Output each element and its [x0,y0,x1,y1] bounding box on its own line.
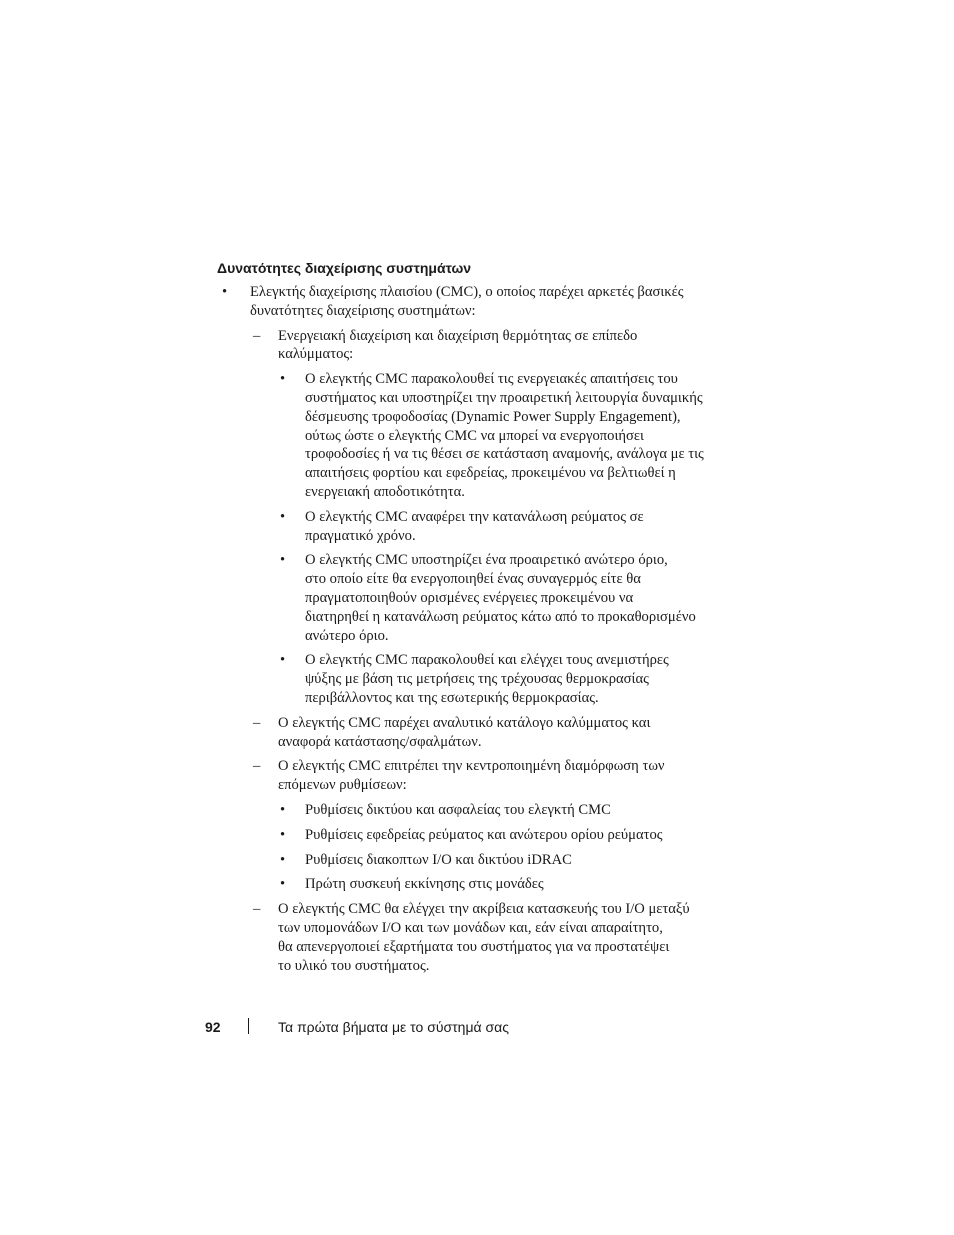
bullet-marker: • [280,552,286,569]
nested-item-power-cap [278,551,722,645]
text-line: αναφορά κατάστασης/σφαλμάτων. [278,733,482,750]
text-line: Ο ελεγκτής CMC θα ελέγχει την ακρίβεια κατασκευής του I/O μεταξύ [278,901,690,918]
nested-item-power-redundancy [278,826,722,845]
nested-item-io-switches [278,851,722,870]
nested-item-power-report [278,508,722,546]
text-line: πραγματικό χρόνο. [305,527,416,544]
text-line: ενεργειακή αποδοτικότητα. [305,483,465,500]
bullet-list [222,283,722,975]
list-item-cmc [222,283,722,975]
dash-marker: – [253,327,261,344]
text-line: το υλικό του συστήματος. [278,957,430,974]
dash-item-inventory [250,714,722,752]
text-line: Ο ελεγκτής CMC αναφέρει την κατανάλωση ρεύματος σε [305,508,644,525]
dash-list [250,327,722,976]
text-line: Ο ελεγκτής CMC επιτρέπει την κεντροποιημένη διαμόρφωση των [278,758,665,775]
text-line: Πρώτη συσκευή εκκίνησης στις μονάδες [305,876,544,893]
text-line: δέσμευσης τροφοδοσίας (Dynamic Power Supply Engagement), [305,408,681,425]
text-line: τροφοδοσίες ή να τις θέσει σε κατάσταση αναμονής, ανάλογα με τις [305,446,704,463]
text-line: στο οποίο είτε θα ενεργοποιηθεί ένας συναγερμός είτε θα [305,571,641,588]
nested-item-boot-device [278,875,722,894]
text-line: θα απενεργοποιεί εξαρτήματα του συστήματος για να προστατέψει [278,938,670,955]
nested-bullet-list [278,801,722,894]
footer-divider [248,1018,249,1034]
content-body [222,283,722,981]
text-line: Ενεργειακή διαχείριση και διαχείριση θερμότητας σε επίπεδο [278,327,638,344]
dash-marker: – [253,758,261,775]
text-line: Ο ελεγκτής CMC παρακολουθεί και ελέγχει τους ανεμιστήρες [305,652,669,669]
text-line: ούτως ώστε ο ελεγκτής CMC να μπορεί να ενεργοποιήσει [305,427,644,444]
dash-item-centralized-config [250,757,722,894]
text-line: περιβάλλοντος και της εσωτερικής θερμοκρασίας. [305,689,599,706]
bullet-marker: • [280,371,286,388]
text-line: καλύμματος: [278,346,354,363]
bullet-marker: • [280,801,286,818]
text-line: διατηρηθεί η κατανάλωση ρεύματος κάτω από το προκαθορισμένο [305,608,696,625]
text-line: Ρυθμίσεις εφεδρείας ρεύματος και ανώτερου ορίου ρεύματος [305,826,663,843]
text-line: ανώτερο όριο. [305,627,389,644]
text-line: Ρυθμίσεις διακοπτων I/O και δικτύου iDRAC [305,851,572,868]
nested-item-power-supply [278,370,722,502]
text-line: απαιτήσεις φορτίου και εφεδρείας, προκειμένου να βελτιωθεί η [305,465,676,482]
nested-bullet-list [278,370,722,708]
page-footer [205,1018,705,1038]
text-line: συστήματος και υποστηρίζει την προαιρετική λειτουργία δυναμικής [305,389,703,406]
nested-item-fans [278,651,722,707]
text-line: ψύξης με βάση τις μετρήσεις της τρέχουσας θερμοκρασίας [305,671,649,688]
bullet-marker: • [280,508,286,525]
bullet-marker: • [280,876,286,893]
text-line: Ο ελεγκτής CMC παρακολουθεί τις ενεργειακές απαιτήσεις του [305,371,678,388]
text-line: των υπομονάδων I/O και των μονάδων και, εάν είναι απαραίτητο, [278,919,663,936]
page-number: 92 [205,1019,221,1035]
text-line: πραγματοποιηθούν ορισμένες ενέργειες προκειμένου να [305,589,634,606]
dash-marker: – [253,901,261,918]
text-line: Ο ελεγκτής CMC υποστηρίζει ένα προαιρετικό ανώτερο όριο, [305,552,668,569]
dash-item-power-thermal [250,327,722,708]
text-line: δυνατότητες διαχείρισης συστημάτων: [250,302,476,319]
bullet-marker: • [222,284,228,300]
bullet-marker: • [280,652,286,669]
dash-marker: – [253,714,261,731]
text-line: Ο ελεγκτής CMC παρέχει αναλυτικό κατάλογο καλύμματος και [278,714,651,731]
nested-item-network-security [278,801,722,820]
text-line: Ρυθμίσεις δικτύου και ασφαλείας του ελεγκτή CMC [305,801,611,818]
text-line: Ελεγκτής διαχείρισης πλαισίου (CMC), ο οποίος παρέχει αρκετές βασικές [250,284,684,300]
text-line: επόμενων ρυθμίσεων: [278,777,407,794]
section-title: Δυνατότητες διαχείρισης συστημάτων [217,260,472,276]
bullet-marker: • [280,851,286,868]
chapter-title: Τα πρώτα βήματα με το σύστημά σας [278,1019,509,1035]
dash-item-io-fabric [250,900,722,975]
bullet-marker: • [280,826,286,843]
